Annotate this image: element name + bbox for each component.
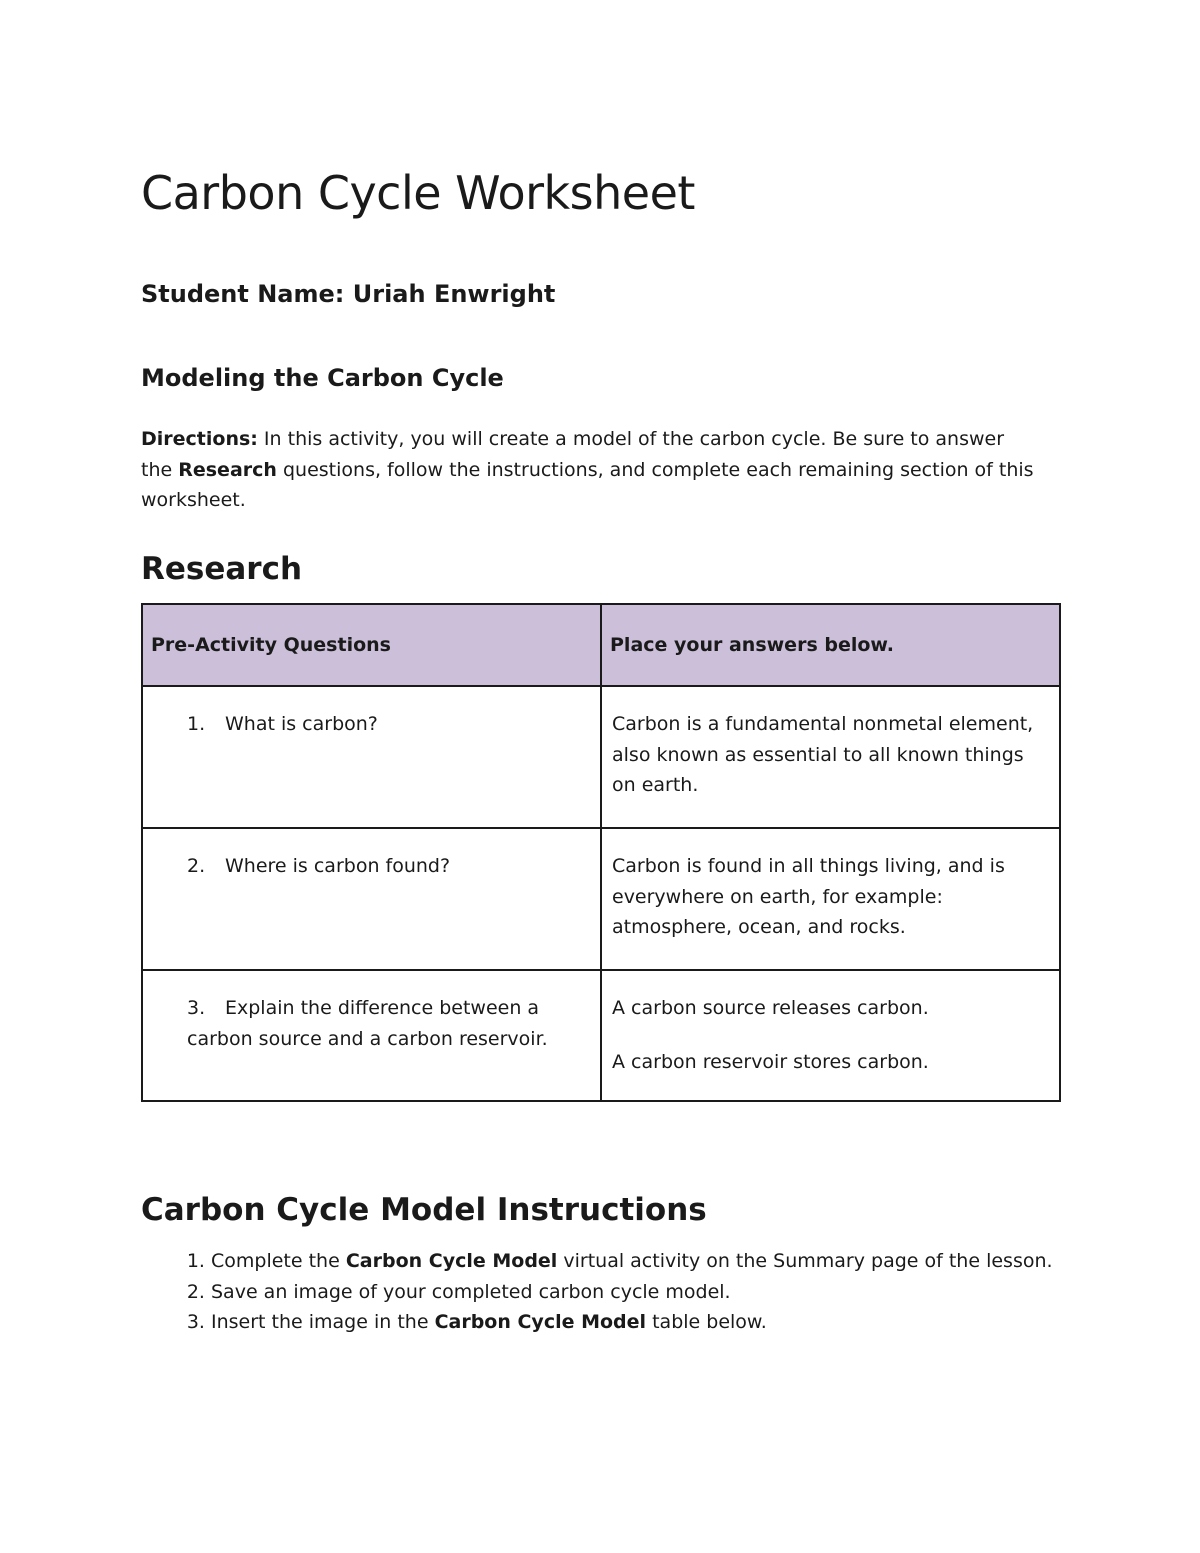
directions-label: Directions:: [141, 428, 258, 450]
research-table-header-row: [142, 604, 1060, 686]
question-label: Explain the difference between a carbon source and a carbon reservoir.: [187, 997, 548, 1050]
directions-bold-research: Research: [178, 458, 277, 481]
research-table: [141, 603, 1061, 1102]
question-label: Where is carbon found?: [225, 855, 451, 877]
instruction-text: virtual activity on the Summary page of the lesson.: [557, 1250, 1053, 1272]
instruction-text: Insert the image in the: [211, 1311, 435, 1333]
answer-cell[interactable]: [601, 828, 1060, 970]
research-heading: Research: [141, 551, 303, 587]
table-row: [142, 828, 1060, 970]
directions-text-1: In this activity, you will create a model of the carbon cycle. Be sure to answer the: [141, 428, 1005, 481]
question-text: [153, 993, 590, 1054]
page-title: Carbon Cycle Worksheet: [141, 166, 695, 220]
question-cell: [142, 828, 601, 970]
header-questions: Pre-Activity Questions: [142, 604, 601, 686]
answer-text: A carbon reservoir stores carbon.: [612, 1050, 929, 1073]
instruction-text: Complete the: [211, 1250, 346, 1272]
list-item: [211, 1307, 1111, 1338]
instructions-heading: Carbon Cycle Model Instructions: [141, 1192, 707, 1228]
question-number: 3.: [187, 997, 206, 1019]
instructions-list: [141, 1246, 1111, 1338]
directions-text-2: questions, follow the instructions, and complete each remaining section of this worksheet.: [141, 458, 1034, 511]
student-name-label: Student Name:: [141, 280, 345, 308]
table-row: [142, 686, 1060, 828]
question-cell: [142, 970, 601, 1101]
student-name-value: Uriah Enwright: [352, 280, 556, 308]
list-item: [211, 1277, 1111, 1308]
answer-cell[interactable]: [601, 970, 1060, 1101]
answer-cell[interactable]: [601, 686, 1060, 828]
table-row: [142, 970, 1060, 1101]
instruction-bold: Carbon Cycle Model: [434, 1311, 647, 1333]
header-answers: Place your answers below.: [601, 604, 1060, 686]
answer-text: A carbon source releases carbon.: [612, 997, 929, 1019]
answer-text: Carbon is found in all things living, and is everywhere on earth, for example: atmosphere, ocean, and rocks.: [612, 855, 1005, 938]
question-text: [153, 709, 590, 740]
instruction-bold: Carbon Cycle Model: [345, 1250, 558, 1272]
question-label: What is carbon?: [225, 713, 378, 735]
instruction-text: table below.: [646, 1311, 767, 1333]
student-name-line: [141, 280, 555, 308]
question-number: 2.: [187, 855, 206, 877]
list-item: [211, 1246, 1111, 1277]
instruction-text: Save an image of your completed carbon cycle model.: [211, 1280, 731, 1303]
question-text: [153, 851, 590, 882]
answer-text: Carbon is a fundamental nonmetal element, also known as essential to all known things on earth.: [612, 713, 1034, 796]
section-subheading: Modeling the Carbon Cycle: [141, 364, 504, 392]
question-number: 1.: [187, 713, 206, 735]
directions-paragraph: [141, 424, 1041, 516]
question-cell: [142, 686, 601, 828]
